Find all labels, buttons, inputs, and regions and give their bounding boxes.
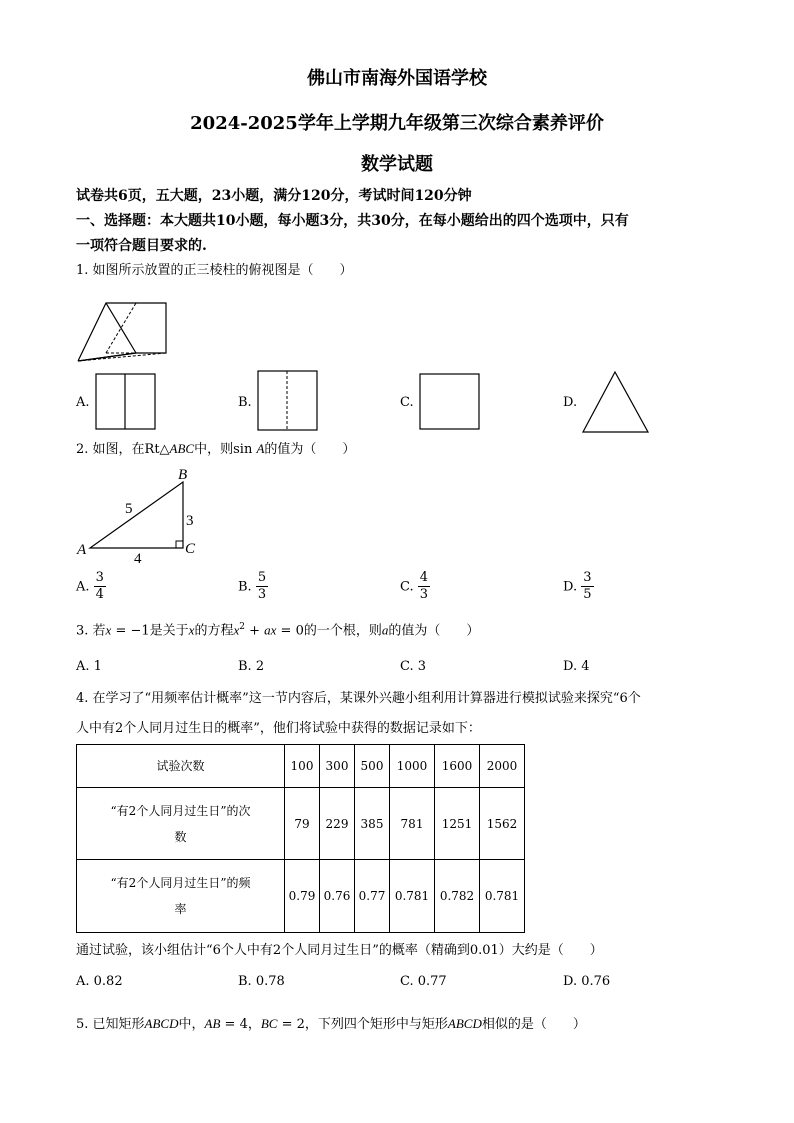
- q2-option-c: C. $\frac{4}{3}$: [400, 570, 429, 603]
- fraction: $\frac{4}{3}$: [419, 570, 429, 603]
- table-cell: 500: [355, 745, 390, 788]
- table-cell: 1562: [480, 788, 525, 860]
- table-cell: 385: [355, 788, 390, 860]
- section-1-heading: 一、选择题：本大题共10小题，每小题3分，共30分，在每小题给出的四个选项中，只有: [76, 213, 629, 229]
- table-row: [77, 860, 525, 933]
- school-title: 佛山市南海外国语学校: [307, 68, 487, 89]
- table-header-cell: “有2个人同月过生日”的次 数: [77, 788, 285, 860]
- q1-option-b-figure: [257, 370, 319, 432]
- table-cell: 300: [320, 745, 355, 788]
- fraction: $\frac{3}{4}$: [95, 570, 104, 603]
- q4-option-d: D. 0.76: [563, 974, 611, 989]
- q4-stem-line1: 4. 在学习了“用频率估计概率”这一节内容后，某课外兴趣小组利用计算器进行模拟试验来探究“6个: [76, 691, 641, 706]
- table-cell: 2000: [480, 745, 525, 788]
- q1-option-a-label: A.: [76, 395, 90, 410]
- q1-option-d-label: D.: [563, 395, 578, 410]
- table-cell: 1000: [390, 745, 435, 788]
- table-cell: 100: [285, 745, 320, 788]
- table-cell: 781: [390, 788, 435, 860]
- vertex-c-label: C: [185, 541, 196, 557]
- q5-stem: 5. 已知矩形ABCD中，AB = 4，BC = 2，下列四个矩形中与矩形ABCD相似的是（ ）: [76, 1016, 586, 1032]
- q4-option-b: B. 0.78: [238, 974, 285, 989]
- table-row: [77, 788, 525, 860]
- table-row: [77, 745, 525, 788]
- side-bc-label: 3: [186, 513, 194, 529]
- table-header-cell: 试验次数: [77, 745, 285, 788]
- q1-option-b-label: B.: [238, 395, 252, 410]
- exam-title: 2024-2025学年上学期九年级第三次综合素养评价: [190, 113, 604, 134]
- q2-stem: 2. 如图，在Rt△ABC中，则sin A的值为（ ）: [76, 441, 356, 457]
- vertex-a-label: A: [77, 542, 87, 558]
- q3-option-d: D. 4: [563, 659, 590, 674]
- vertex-b-label: B: [178, 467, 188, 483]
- q4-conclusion: 通过试验，该小组估计“6个人中有2个人同月过生日”的概率（精确到0.01）大约是（ ）: [76, 943, 603, 958]
- table-header-cell: “有2个人同月过生日”的频 率: [77, 860, 285, 933]
- table-cell: 0.76: [320, 860, 355, 933]
- q1-stem: 1. 如图所示放置的正三棱柱的俯视图是（ ）: [76, 263, 353, 278]
- q4-option-a: A. 0.82: [76, 974, 123, 989]
- table-cell: 1251: [435, 788, 480, 860]
- triangular-prism-figure: [72, 296, 172, 366]
- table-cell: 1600: [435, 745, 480, 788]
- table-cell: 0.77: [355, 860, 390, 933]
- q1-option-a-figure: [95, 373, 157, 431]
- exam-info: 试卷共6页，五大题，23小题，满分120分，考试时间120分钟: [76, 188, 472, 204]
- q1-option-c-label: C.: [400, 395, 414, 410]
- table-cell: 0.781: [390, 860, 435, 933]
- fraction: $\frac{3}{5}$: [583, 570, 592, 603]
- side-ab-label: 5: [125, 501, 133, 517]
- table-cell: 229: [320, 788, 355, 860]
- fraction: $\frac{5}{3}$: [257, 570, 267, 603]
- q3-option-b: B. 2: [238, 659, 265, 674]
- side-ac-label: 4: [134, 551, 142, 567]
- table-cell: 0.781: [480, 860, 525, 933]
- table-cell: 0.782: [435, 860, 480, 933]
- subject-title: 数学试题: [361, 154, 433, 175]
- q3-option-c: C. 3: [400, 659, 427, 674]
- q4-stem-line2: 人中有2个人同月过生日的概率”，他们将试验中获得的数据记录如下：: [76, 721, 481, 736]
- section-1-heading-cont: 一项符合题目要求的.: [76, 238, 207, 254]
- q2-option-a: A. $\frac{3}{4}$: [76, 570, 104, 603]
- q1-option-c-figure: [419, 373, 481, 431]
- q4-option-c: C. 0.77: [400, 974, 447, 989]
- right-triangle-figure: [72, 462, 212, 568]
- data-table: [76, 744, 525, 933]
- table-cell: 79: [285, 788, 320, 860]
- q3-option-a: A. 1: [76, 659, 102, 674]
- q2-option-b: B. $\frac{5}{3}$: [238, 570, 267, 603]
- q2-option-d: D. $\frac{3}{5}$: [563, 570, 592, 603]
- table-cell: 0.79: [285, 860, 320, 933]
- q3-stem: 3. 若x = −1是关于x的方程$x^2$ + ax = 0的一个根，则a的值为（ ）: [76, 622, 480, 639]
- q1-option-d-figure: [581, 370, 651, 434]
